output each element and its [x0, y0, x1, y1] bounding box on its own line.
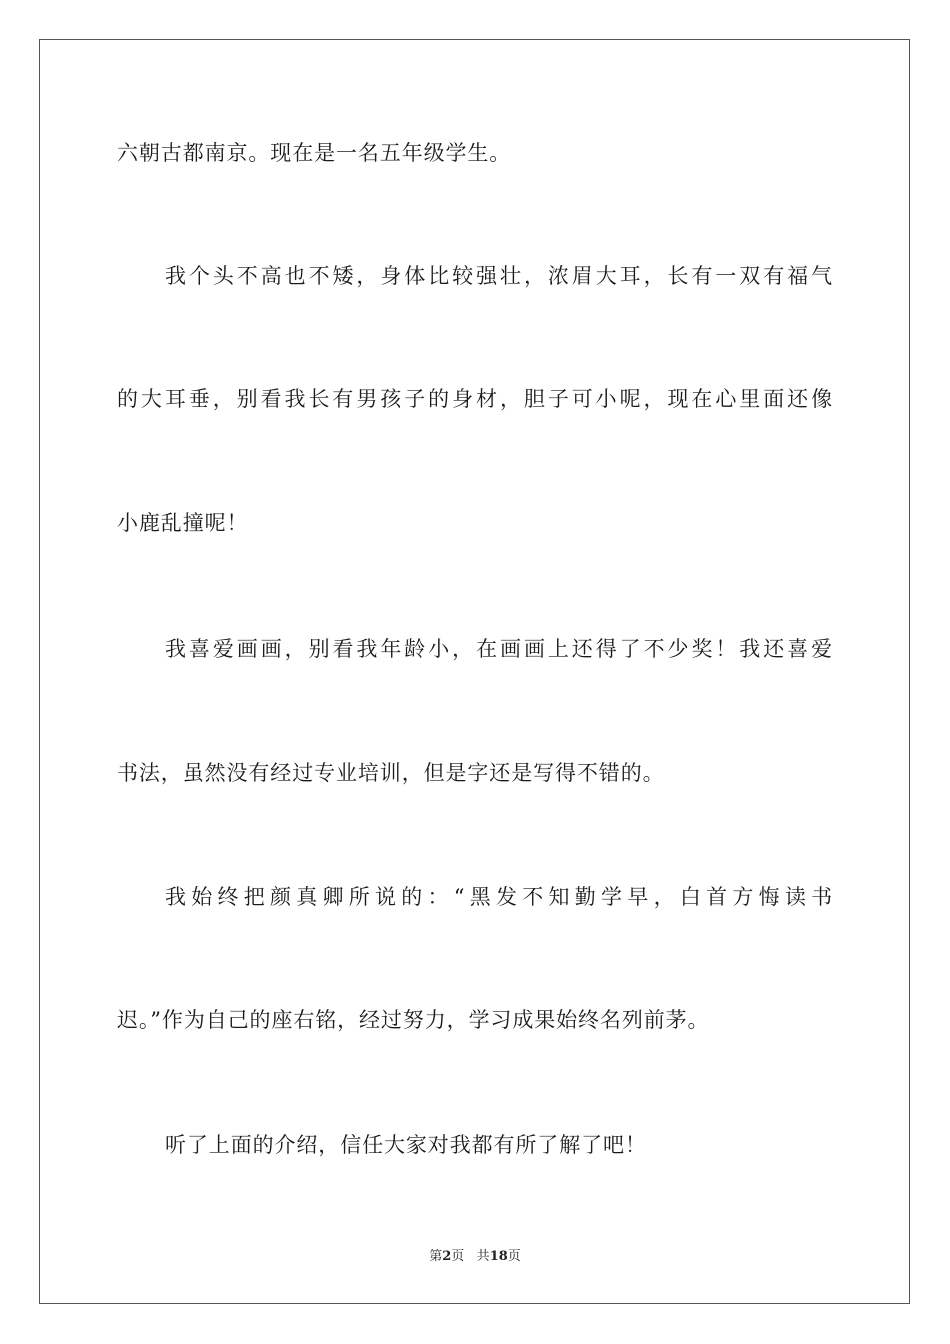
total-pages: 18	[489, 1249, 508, 1264]
page-suffix: 页	[451, 1249, 465, 1264]
paragraph-line: 迟。”作为自己的座右铭，经过努力，学习成果始终名列前茅。	[117, 1008, 710, 1032]
paragraph-line: 听了上面的介绍，信任大家对我都有所了解了吧！	[165, 1133, 647, 1157]
page-prefix: 第	[429, 1249, 443, 1264]
total-suffix: 页	[507, 1249, 521, 1264]
paragraph-line: 六朝古都南京。现在是一名五年级学生。	[117, 141, 512, 165]
paragraph-line: 我始终把颜真卿所说的：“黑发不知勤学早，白首方悔读书	[165, 885, 833, 909]
page-footer	[0, 1248, 950, 1266]
page-border	[39, 39, 910, 1304]
paragraph-line: 书法，虽然没有经过专业培训，但是字还是写得不错的。	[117, 761, 665, 785]
page-number: 2	[442, 1249, 452, 1264]
paragraph-line: 我个头不高也不矮，身体比较强壮，浓眉大耳，长有一双有福气	[165, 264, 833, 288]
paragraph-line: 的大耳垂，别看我长有男孩子的身材，胆子可小呢，现在心里面还像	[117, 387, 833, 411]
total-prefix: 共	[476, 1249, 490, 1264]
paragraph-line: 小鹿乱撞呢！	[117, 511, 249, 535]
paragraph-line: 我喜爱画画，别看我年龄小，在画画上还得了不少奖！我还喜爱	[165, 637, 833, 661]
